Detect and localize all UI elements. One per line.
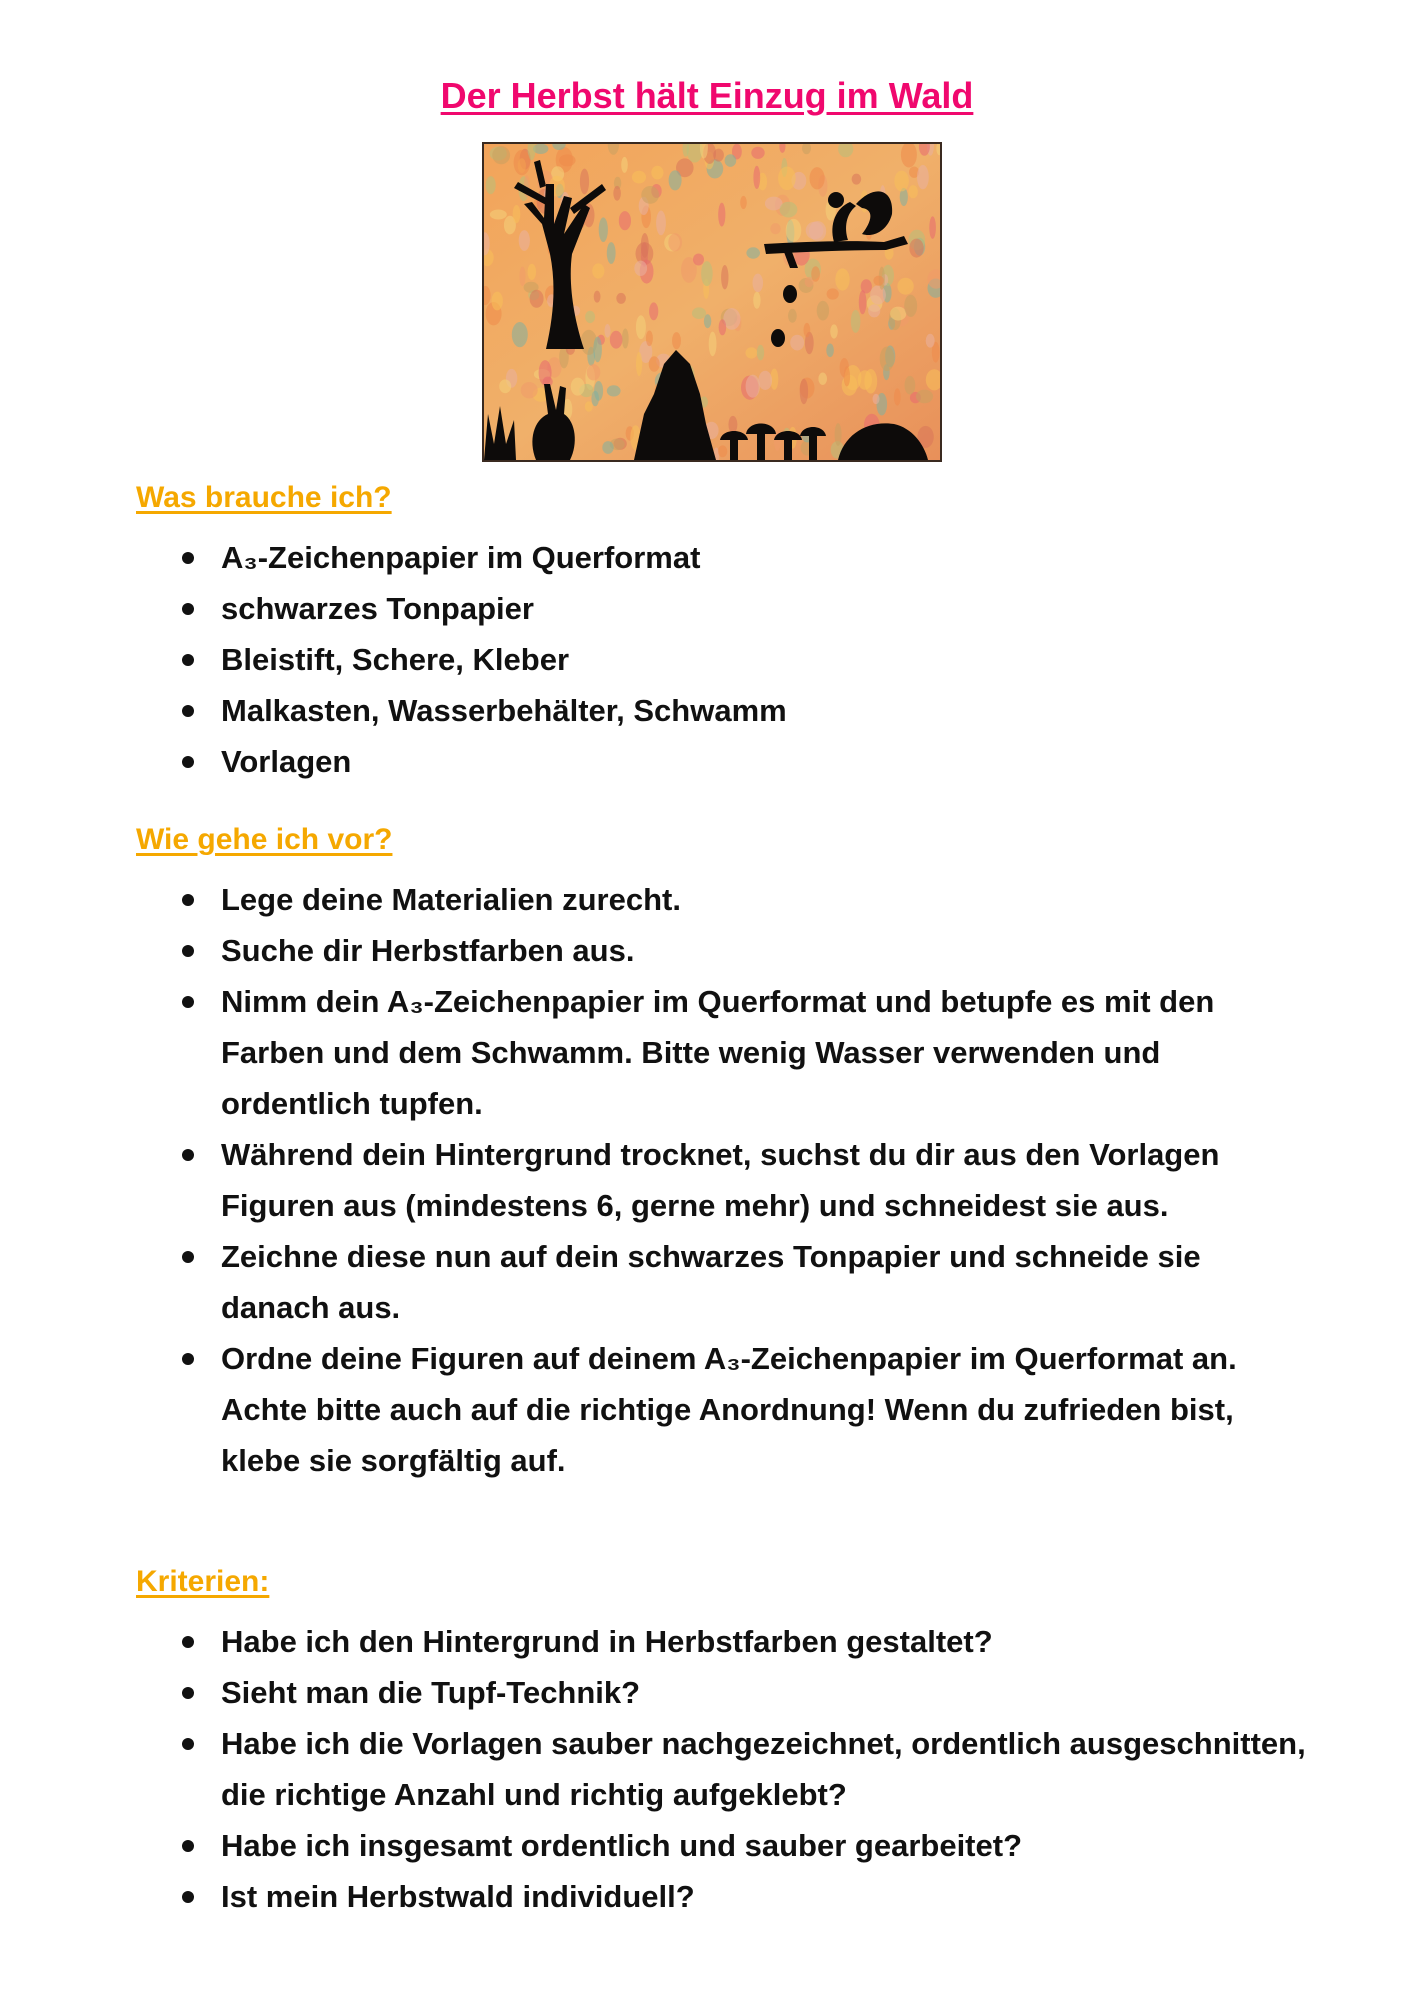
- criteria-list: [136, 1616, 1336, 1922]
- bullet-icon: [182, 1738, 194, 1750]
- bullet-icon: [182, 945, 194, 957]
- list-item: Zeichne diese nun auf dein schwarzes Tonpapier und schneide sie danach aus.: [136, 1231, 1316, 1333]
- list-item: Malkasten, Wasserbehälter, Schwamm: [136, 685, 1316, 736]
- bullet-icon: [182, 996, 194, 1008]
- artwork-svg: [484, 144, 940, 460]
- list-item: A₃-Zeichenpapier im Querformat: [136, 532, 1316, 583]
- bullet-icon: [182, 1149, 194, 1161]
- list-item: Nimm dein A₃-Zeichenpapier im Querformat und betupfe es mit den Farben und dem Schwamm. Bitte wenig Wasser verwenden und ordentlich tupfen.: [136, 976, 1316, 1129]
- list-item: Ordne deine Figuren auf deinem A₃-Zeichenpapier im Querformat an. Achte bitte auch auf die richtige Anordnung! Wenn du zufrieden bist, klebe sie sorgfältig auf.: [136, 1333, 1316, 1486]
- bullet-icon: [182, 1891, 194, 1903]
- list-item: Habe ich den Hintergrund in Herbstfarben gestaltet?: [136, 1616, 1316, 1667]
- section-heading: Kriterien:: [136, 1565, 270, 1598]
- list-item: Habe ich die Vorlagen sauber nachgezeichnet, ordentlich ausgeschnitten, die richtige Anzahl und richtig aufgeklebt?: [136, 1718, 1316, 1820]
- bullet-icon: [182, 1353, 194, 1365]
- bullet-icon: [182, 1251, 194, 1263]
- bullet-icon: [182, 552, 194, 564]
- list-item: Lege deine Materialien zurecht.: [136, 874, 1316, 925]
- page-title: Der Herbst hält Einzug im Wald: [440, 75, 974, 116]
- criteria-section: [136, 1560, 1336, 1922]
- bullet-icon: [182, 1840, 194, 1852]
- bullet-icon: [182, 654, 194, 666]
- steps-section: [136, 818, 1336, 1486]
- list-item: Suche dir Herbstfarben aus.: [136, 925, 1316, 976]
- materials-section: [136, 476, 1336, 787]
- steps-list: [136, 874, 1336, 1486]
- bullet-icon: [182, 894, 194, 906]
- bullet-icon: [182, 705, 194, 717]
- materials-list: [136, 532, 1336, 787]
- bullet-icon: [182, 1636, 194, 1648]
- list-item: Ist mein Herbstwald individuell?: [136, 1871, 1316, 1922]
- bullet-icon: [182, 1687, 194, 1699]
- section-heading: Wie gehe ich vor?: [136, 823, 393, 856]
- list-item: Vorlagen: [136, 736, 1316, 787]
- bullet-icon: [182, 603, 194, 615]
- list-item: schwarzes Tonpapier: [136, 583, 1316, 634]
- list-item: Sieht man die Tupf-Technik?: [136, 1667, 1316, 1718]
- list-item: Bleistift, Schere, Kleber: [136, 634, 1316, 685]
- autumn-forest-artwork: [482, 142, 942, 462]
- list-item: Habe ich insgesamt ordentlich und sauber gearbeitet?: [136, 1820, 1316, 1871]
- section-heading: Was brauche ich?: [136, 481, 392, 514]
- bullet-icon: [182, 756, 194, 768]
- list-item: Während dein Hintergrund trocknet, suchst du dir aus den Vorlagen Figuren aus (mindestens 6, gerne mehr) und schneidest sie aus.: [136, 1129, 1316, 1231]
